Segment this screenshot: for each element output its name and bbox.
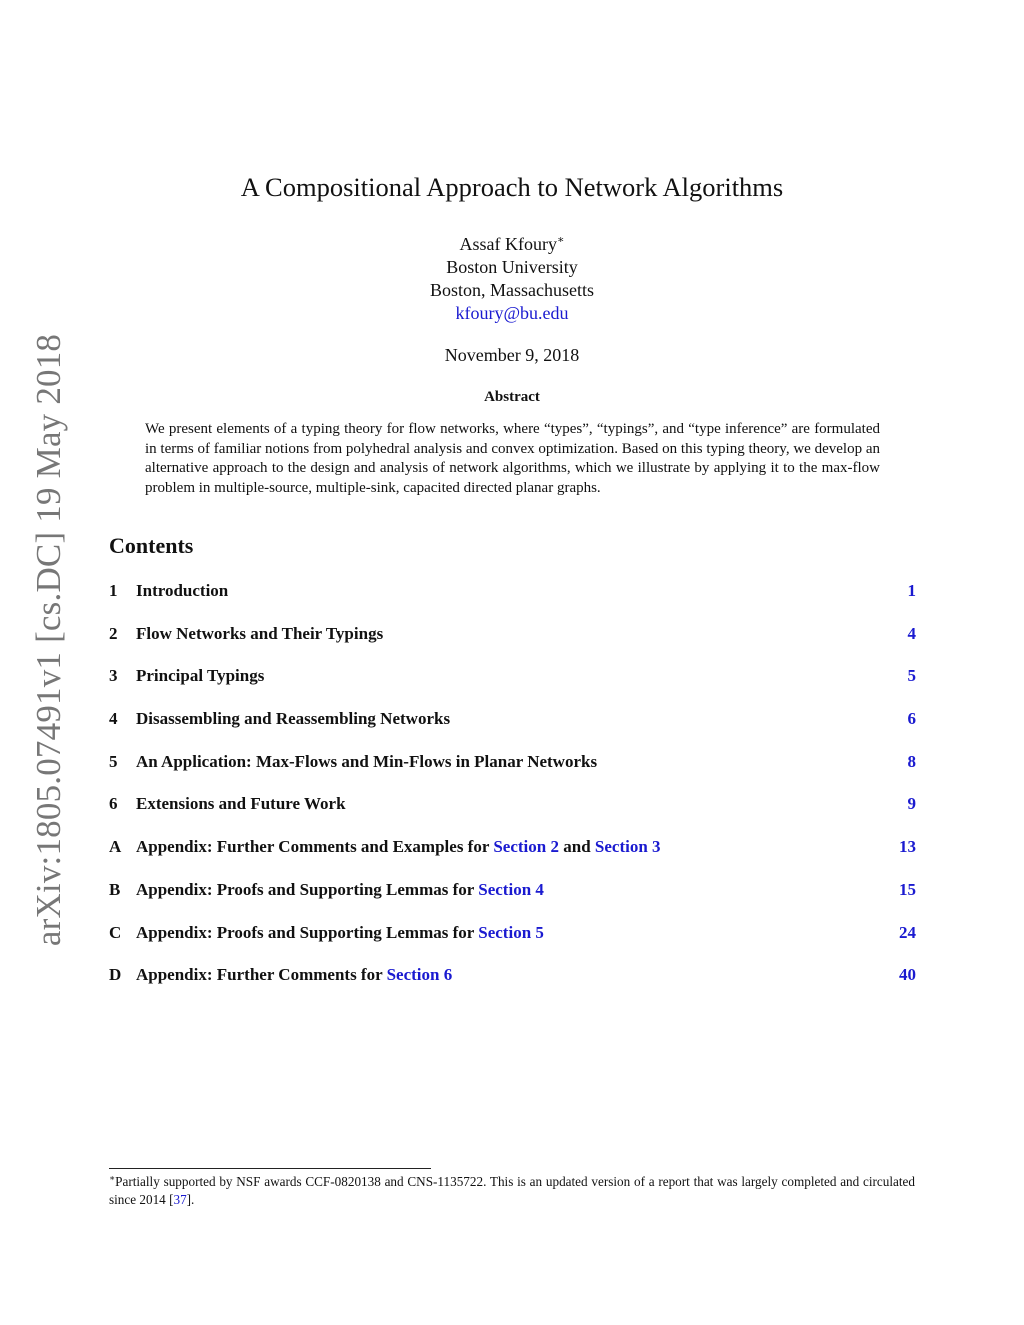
toc-entry-title	[136, 665, 264, 687]
toc-entry-page-link[interactable]: 1	[907, 581, 916, 600]
toc-entry-title	[136, 708, 450, 730]
footnote	[109, 1173, 915, 1209]
toc-entry-title-text: Flow Networks and Their Typings	[136, 623, 384, 643]
toc-entry-number: 2	[109, 623, 118, 643]
section-reference-link[interactable]: Section 6	[386, 965, 453, 985]
toc-entry-title	[136, 751, 597, 773]
toc-entry-page-link[interactable]: 4	[907, 623, 916, 643]
toc-entry[interactable]	[109, 665, 916, 708]
abstract-heading: Abstract	[484, 389, 540, 405]
toc-entry-number: 5	[109, 751, 118, 771]
toc-entry-page-link[interactable]: 24	[899, 922, 916, 942]
toc-entry[interactable]	[109, 623, 916, 666]
toc-entry-page-link[interactable]: 15	[899, 879, 916, 899]
author-name-line	[0, 233, 1024, 256]
author-email-link[interactable]: kfoury@bu.edu	[455, 303, 569, 323]
author-block	[0, 233, 1024, 325]
section-reference-link[interactable]: Section 3	[594, 837, 661, 857]
toc-entry[interactable]	[109, 793, 916, 836]
author-footnote-marker[interactable]: ∗	[557, 234, 565, 246]
section-reference-link[interactable]: Section 2	[493, 837, 559, 857]
toc-entry[interactable]	[109, 879, 916, 922]
footnote-text-end: ].	[186, 1192, 195, 1207]
toc-entry-page-link[interactable]: 40	[899, 965, 916, 985]
author-name: Assaf Kfoury	[459, 234, 557, 254]
toc-entry-page-link[interactable]: 13	[899, 837, 916, 857]
toc-entry-title-text: Principal Typings	[136, 666, 265, 686]
toc-entry-number: 6	[109, 794, 118, 814]
toc-entry[interactable]	[109, 922, 916, 965]
toc-entry-title	[136, 964, 452, 986]
toc-entry-number: D	[109, 965, 122, 985]
toc-entry-page-link[interactable]: 8	[907, 751, 916, 771]
abstract-text: We present elements of a typing theory for flow networks, where “types”, “typings”, and “type inference” are formulated in terms of familiar notions from polyhedral analysis and convex optimization. Based on this typing theory, we develop an alternative approach to the design and analysis of network algorithms, which we illustrate by applying it to the max-flow problem in multiple-source, multiple-sink, capacited directed planar graphs.	[145, 421, 880, 496]
toc-entry-title	[136, 580, 228, 602]
toc-entry[interactable]	[109, 836, 916, 879]
toc-entry-title	[136, 793, 346, 815]
toc-entry-title-text: Appendix: Further Comments for	[136, 965, 387, 985]
toc-entry-title	[136, 623, 383, 645]
toc-entry[interactable]	[109, 964, 916, 1007]
section-reference-link[interactable]: Section 4	[478, 879, 544, 899]
toc-entry-page-link[interactable]: 9	[907, 794, 916, 814]
toc-entry-page-link[interactable]: 5	[907, 666, 916, 686]
author-affiliation: Boston University	[446, 257, 578, 277]
paper-date: November 9, 2018	[444, 345, 580, 365]
toc-entry-number: 1	[109, 581, 118, 600]
toc-entry-number: 3	[109, 666, 118, 686]
toc-entry-title-text: Disassembling and Reassembling Networks	[136, 709, 451, 729]
footnote-citation-link[interactable]: 37	[173, 1192, 187, 1207]
toc-entry-title-text: Appendix: Proofs and Supporting Lemmas for	[136, 879, 479, 899]
toc-entry-title	[136, 836, 661, 858]
toc-entry-title-text: and	[558, 837, 595, 857]
toc-entry-page-link[interactable]: 6	[907, 709, 916, 729]
table-of-contents	[109, 580, 916, 1007]
toc-entry-title	[136, 879, 544, 901]
toc-entry-number: B	[109, 879, 121, 899]
paper-title: A Compositional Approach to Network Algorithms	[240, 172, 784, 202]
author-location: Boston, Massachusetts	[430, 280, 594, 300]
arxiv-identifier-stamp: arXiv:1805.07491v1 [cs.DC] 19 May 2018	[29, 333, 68, 947]
toc-entry-title-text: Extensions and Future Work	[136, 794, 346, 814]
footnote-divider	[109, 1168, 431, 1169]
footnote-text: Partially supported by NSF awards CCF-0820138 and CNS-1135722. This is an updated version of a report that was largely completed and circulated since 2014 [	[109, 1174, 915, 1207]
toc-entry-number: 4	[109, 709, 118, 729]
toc-entry[interactable]	[109, 751, 916, 794]
toc-entry-number: A	[109, 837, 122, 857]
toc-entry-title-text: Appendix: Further Comments and Examples for	[136, 837, 494, 857]
contents-heading: Contents	[109, 533, 194, 558]
toc-entry[interactable]	[109, 708, 916, 751]
toc-entry-title-text: An Application: Max-Flows and Min-Flows in Planar Networks	[136, 751, 598, 771]
toc-entry-title-text: Appendix: Proofs and Supporting Lemmas for	[136, 922, 479, 942]
toc-entry-number: C	[109, 922, 122, 942]
section-reference-link[interactable]: Section 5	[478, 922, 544, 942]
footnote-marker: ∗	[109, 1173, 116, 1183]
toc-entry-title-text: Introduction	[136, 581, 229, 600]
toc-entry[interactable]	[109, 580, 916, 623]
toc-entry-title	[136, 922, 544, 944]
